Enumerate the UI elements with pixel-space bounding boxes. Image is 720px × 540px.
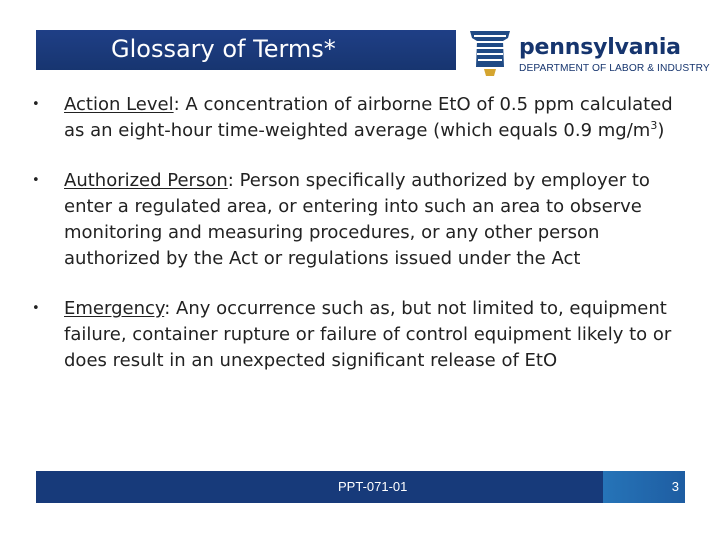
footer-page-box: [603, 471, 685, 503]
logo-name: pennsylvania: [519, 35, 681, 60]
glossary-item-emergency: [30, 296, 695, 374]
term-separator: :: [173, 94, 180, 115]
superscript: 3: [650, 119, 658, 132]
term-separator: :: [164, 298, 171, 319]
glossary-definition: Person specifically authorized by employer to enter a regulated area, or entering into such an area to observe monitoring and measuring procedures, or any other person authorized by the Act or regulations issued under the Act: [64, 170, 650, 269]
footer-code: PPT-071-01: [338, 479, 408, 494]
page-number: 3: [671, 479, 679, 494]
title-bar: [36, 30, 456, 70]
term-separator: :: [227, 170, 234, 191]
glossary-list: [30, 92, 695, 398]
keystone-logo-icon: [465, 26, 515, 82]
logo-department: DEPARTMENT OF LABOR & INDUSTRY: [519, 63, 710, 74]
bullet-icon: •: [32, 301, 40, 316]
glossary-definition: A concentration of airborne EtO of 0.5 ppm calculated as an eight-hour time-weighted average (which equals 0.9 mg/m: [64, 94, 673, 141]
bullet-icon: •: [32, 97, 40, 112]
glossary-term: Emergency: [64, 298, 165, 319]
glossary-term: Action Level: [64, 94, 174, 115]
glossary-definition: Any occurrence such as, but not limited to, equipment failure, container rupture or failure of control equipment likely to or does result in an unexpected significant release of EtO: [64, 298, 672, 371]
slide-title: Glossary of Terms*: [111, 35, 336, 63]
pennsylvania-logo: [465, 26, 710, 82]
glossary-item-authorized-person: [30, 168, 695, 272]
glossary-term: Authorized Person: [64, 170, 228, 191]
glossary-definition-end: ): [657, 120, 665, 141]
bullet-icon: •: [32, 173, 40, 188]
footer-bar: [36, 471, 685, 503]
glossary-item-action-level: [30, 92, 695, 144]
